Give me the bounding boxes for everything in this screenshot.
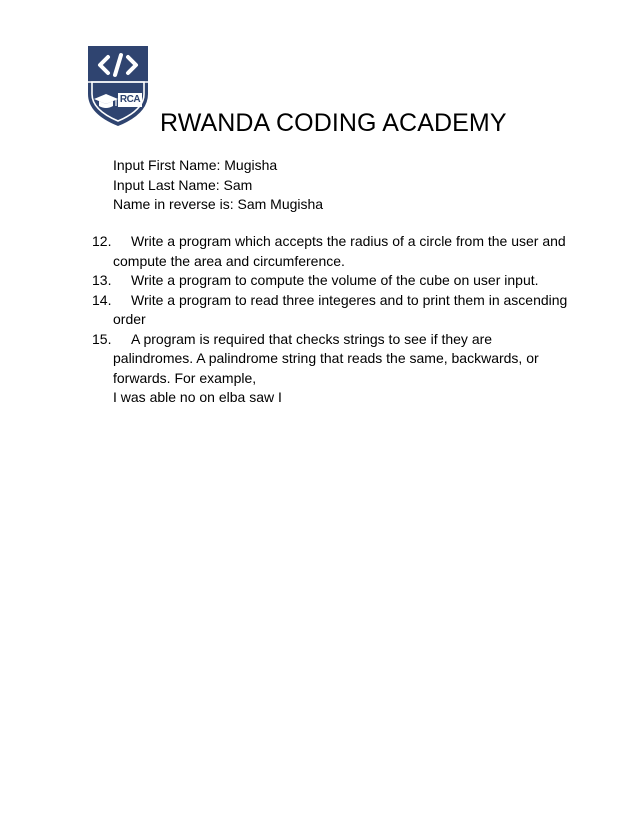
question-number: 13. (92, 272, 112, 288)
rca-shield-logo (86, 44, 150, 127)
question-item (92, 330, 570, 408)
question-text: Write a program to read three integeres and to print them in ascending order (113, 291, 568, 327)
question-number: 15. (92, 330, 112, 347)
question-number: 12. (92, 233, 112, 249)
logo-text: RCA (119, 94, 141, 105)
example-line-last-name: Input Last Name: Sam (113, 176, 253, 193)
question-item (92, 232, 570, 271)
shield-icon (86, 44, 150, 127)
palindrome-example: I was able no on elba saw I (113, 389, 282, 405)
question-text: Write a program which accepts the radius of a circle from the user and compute the area and circumference. (113, 233, 566, 269)
organization-title: RWANDA CODING ACADEMY (160, 109, 507, 137)
question-text: Write a program to compute the volume of the cube on user input. (131, 272, 539, 288)
question-number: 14. (92, 291, 112, 308)
question-item (92, 291, 570, 330)
example-line-first-name: Input First Name: Mugisha (113, 157, 278, 173)
example-line-reverse: Name in reverse is: Sam Mugisha (113, 196, 324, 212)
question-list (92, 232, 570, 408)
question-item (92, 271, 570, 291)
question-text: A program is required that checks strings to see if they are palindromes. A palindrome string that reads the same, backwards, or forwards. For example, (113, 330, 539, 386)
example-output (113, 156, 323, 215)
